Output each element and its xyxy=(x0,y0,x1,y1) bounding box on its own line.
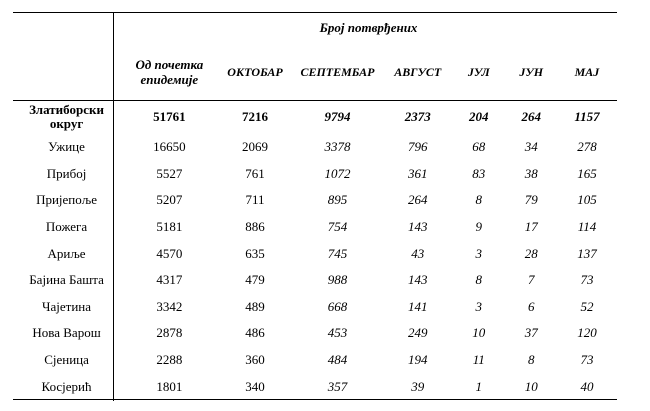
cell-june: 10 xyxy=(524,378,538,394)
cell-september: 754 xyxy=(327,219,348,235)
region-total-row xyxy=(13,100,617,134)
cell-july: 9 xyxy=(475,219,483,235)
table-row xyxy=(13,214,617,241)
table-row xyxy=(13,161,617,188)
table-bottom-border xyxy=(13,399,617,400)
cell-october: 486 xyxy=(245,325,265,341)
municipality-name: Пожега xyxy=(45,219,88,235)
cell-october: 761 xyxy=(245,165,265,181)
cell-may: 278 xyxy=(577,139,597,155)
cell-october: 489 xyxy=(245,298,265,314)
cell-july: 1 xyxy=(475,378,483,394)
cell-june: 38 xyxy=(524,165,538,181)
column-header-may: МАЈ xyxy=(574,64,600,79)
cell-since-start: 5181 xyxy=(156,219,183,235)
column-header-since-start: Од почетка епидемије xyxy=(135,57,204,87)
municipality-name: Ариље xyxy=(47,245,86,261)
cell-june: 7 xyxy=(528,272,535,288)
cell-august: 39 xyxy=(411,378,425,394)
table-row xyxy=(13,320,617,347)
confirmed-cases-table-frame xyxy=(13,12,626,401)
cell-september: 895 xyxy=(327,192,348,208)
municipality-name: Сјеница xyxy=(44,352,89,368)
cell-october: 711 xyxy=(245,192,265,208)
cell-august: 43 xyxy=(411,245,425,261)
table-row xyxy=(13,267,617,294)
cell-october: 635 xyxy=(245,245,265,261)
cell-september: 988 xyxy=(327,272,348,288)
cell-july: 8 xyxy=(475,272,483,288)
column-header-july: ЈУЛ xyxy=(467,64,490,79)
cell-september: 3378 xyxy=(324,139,351,155)
table-row xyxy=(13,294,617,321)
cell-august: 143 xyxy=(408,219,428,235)
table-row xyxy=(13,347,617,374)
column-header-september: СЕПТЕМБАР xyxy=(300,64,375,79)
cell-may: 73 xyxy=(580,272,594,288)
table-row xyxy=(13,187,617,214)
group-header: Број потврђених xyxy=(319,20,418,35)
cell-july: 204 xyxy=(469,109,489,124)
cell-june: 28 xyxy=(524,245,538,261)
cell-june: 264 xyxy=(521,109,541,124)
cell-october: 2069 xyxy=(242,139,268,155)
municipality-name: Нова Варош xyxy=(32,325,101,341)
cell-august: 796 xyxy=(408,139,428,155)
cell-june: 6 xyxy=(528,298,535,314)
cell-june: 34 xyxy=(524,139,538,155)
region-name: Златиборски округ xyxy=(29,102,104,131)
table-top-border xyxy=(13,12,617,13)
cell-since-start: 5207 xyxy=(156,192,183,208)
cell-may: 1157 xyxy=(574,109,600,124)
cell-july: 8 xyxy=(475,192,483,208)
column-header-october: ОКТОБАР xyxy=(227,64,283,79)
cell-may: 40 xyxy=(580,378,594,394)
cell-july: 3 xyxy=(475,298,483,314)
municipality-name: Бајина Башта xyxy=(29,272,104,288)
cell-may: 73 xyxy=(580,352,594,368)
cell-may: 105 xyxy=(577,192,597,208)
cell-september: 357 xyxy=(327,378,348,394)
cell-august: 143 xyxy=(408,272,428,288)
cell-since-start: 3342 xyxy=(156,298,183,314)
cell-august: 194 xyxy=(408,352,428,368)
cell-july: 68 xyxy=(472,139,486,155)
cell-october: 360 xyxy=(245,352,265,368)
cell-may: 52 xyxy=(580,298,594,314)
first-column-divider xyxy=(113,12,114,401)
cell-july: 83 xyxy=(472,165,486,181)
cell-may: 137 xyxy=(577,245,597,261)
cell-since-start: 5527 xyxy=(156,165,183,181)
cell-june: 37 xyxy=(524,325,538,341)
confirmed-cases-table xyxy=(13,12,617,400)
municipality-name: Ужице xyxy=(48,139,85,155)
municipality-name: Косјерић xyxy=(41,378,92,394)
cell-august: 141 xyxy=(408,298,428,314)
cell-since-start: 4570 xyxy=(156,245,183,261)
cell-august: 264 xyxy=(408,192,428,208)
cell-august: 2373 xyxy=(404,109,431,124)
cell-september: 484 xyxy=(327,352,348,368)
cell-may: 165 xyxy=(577,165,597,181)
cell-since-start: 51761 xyxy=(153,109,186,124)
cell-october: 886 xyxy=(245,219,265,235)
cell-july: 3 xyxy=(475,245,483,261)
corner-cell xyxy=(13,12,120,44)
cell-since-start: 2878 xyxy=(156,325,183,341)
municipality-name: Чајетина xyxy=(42,298,92,314)
cell-august: 361 xyxy=(408,165,428,181)
cell-september: 745 xyxy=(327,245,348,261)
header-divider xyxy=(13,100,617,101)
cell-october: 479 xyxy=(245,272,265,288)
cell-may: 114 xyxy=(577,219,597,235)
column-header-august: АВГУСТ xyxy=(394,64,442,79)
column-header-june: ЈУН xyxy=(519,64,544,79)
cell-june: 79 xyxy=(524,192,538,208)
cell-june: 17 xyxy=(524,219,538,235)
table-row xyxy=(13,373,617,400)
cell-since-start: 16650 xyxy=(153,139,186,155)
cell-september: 1072 xyxy=(324,165,351,181)
cell-september: 668 xyxy=(327,298,348,314)
cell-september: 9794 xyxy=(324,109,351,124)
cell-since-start: 4317 xyxy=(156,272,183,288)
cell-july: 10 xyxy=(472,325,486,341)
municipality-name: Прибој xyxy=(46,165,87,181)
empty-header-cell xyxy=(13,44,120,100)
cell-june: 8 xyxy=(528,352,535,368)
table-row xyxy=(13,240,617,267)
municipality-name: Пријепоље xyxy=(36,192,97,208)
cell-july: 11 xyxy=(472,352,485,368)
cell-may: 120 xyxy=(577,325,597,341)
table-row xyxy=(13,134,617,161)
cell-since-start: 2288 xyxy=(156,352,183,368)
cell-since-start: 1801 xyxy=(156,378,183,394)
cell-october: 340 xyxy=(245,378,265,394)
cell-august: 249 xyxy=(408,325,428,341)
cell-october: 7216 xyxy=(242,109,268,124)
cell-september: 453 xyxy=(327,325,348,341)
